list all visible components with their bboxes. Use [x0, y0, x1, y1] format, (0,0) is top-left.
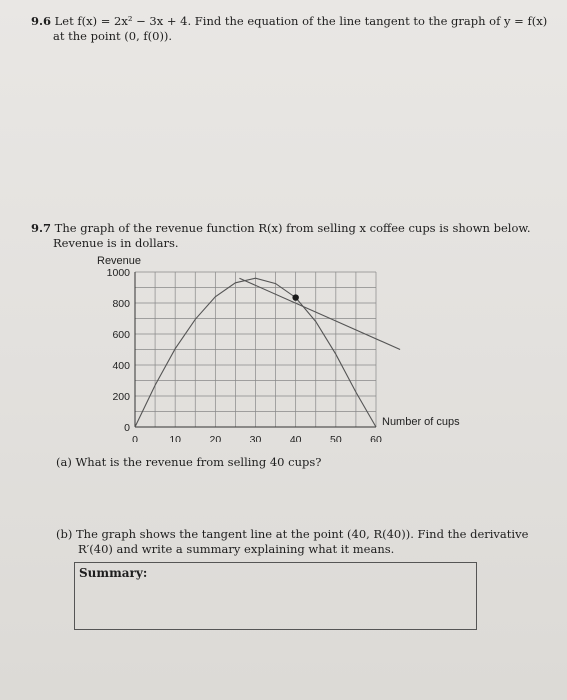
- problem-9-6-line1: [31, 14, 551, 29]
- y-axis-title: Revenue: [97, 255, 142, 267]
- x-tick-label: 30: [249, 434, 262, 442]
- problem-9-7: [31, 221, 551, 251]
- part-b-line2: R′(40) and write a summary explaining what it means.: [78, 542, 395, 556]
- problem-number: 9.7: [31, 221, 52, 235]
- x-tick-label: 10: [169, 434, 182, 442]
- summary-box[interactable]: [74, 562, 477, 630]
- revenue-chart: [80, 252, 480, 442]
- y-tick-label: 400: [112, 360, 130, 372]
- x-tick-label: 60: [370, 434, 382, 442]
- part-a-question: (a) What is the revenue from selling 40 cups?: [56, 455, 322, 469]
- chart-svg: [80, 252, 480, 442]
- y-tick-label: 600: [112, 329, 130, 341]
- x-tick-label: 40: [289, 434, 302, 442]
- problem-text: The graph of the revenue function R(x) from selling x coffee cups is shown below.: [54, 221, 531, 235]
- x-tick-label: 0: [132, 434, 138, 442]
- x-axis-title: Number of cups: [382, 416, 460, 428]
- problem-9-6-line2: at the point (0, f(0)).: [53, 29, 173, 43]
- problem-text: Let f(x) = 2x² − 3x + 4. Find the equation of the line tangent to the graph of y = f(x): [54, 14, 548, 28]
- x-tick-label: 50: [329, 434, 342, 442]
- chart-labels: [97, 255, 460, 442]
- tangent-point: [292, 294, 298, 300]
- y-tick-label: 800: [112, 298, 130, 310]
- part-b-line1: (b) The graph shows the tangent line at the point (40, R(40)). Find the derivative: [56, 527, 529, 541]
- y-tick-label: 200: [112, 391, 130, 403]
- part-b-question: [56, 527, 546, 557]
- chart-marks: [135, 278, 400, 427]
- chart-grid: [135, 272, 376, 427]
- problem-9-7-line2: Revenue is in dollars.: [53, 236, 179, 250]
- problem-number: 9.6: [31, 14, 52, 28]
- problem-9-7-line1: [31, 221, 551, 236]
- y-tick-label: 1000: [106, 267, 130, 279]
- summary-label: Summary:: [79, 566, 148, 580]
- x-tick-label: 20: [209, 434, 222, 442]
- y-tick-label: 0: [124, 422, 130, 434]
- problem-9-6: [31, 14, 551, 44]
